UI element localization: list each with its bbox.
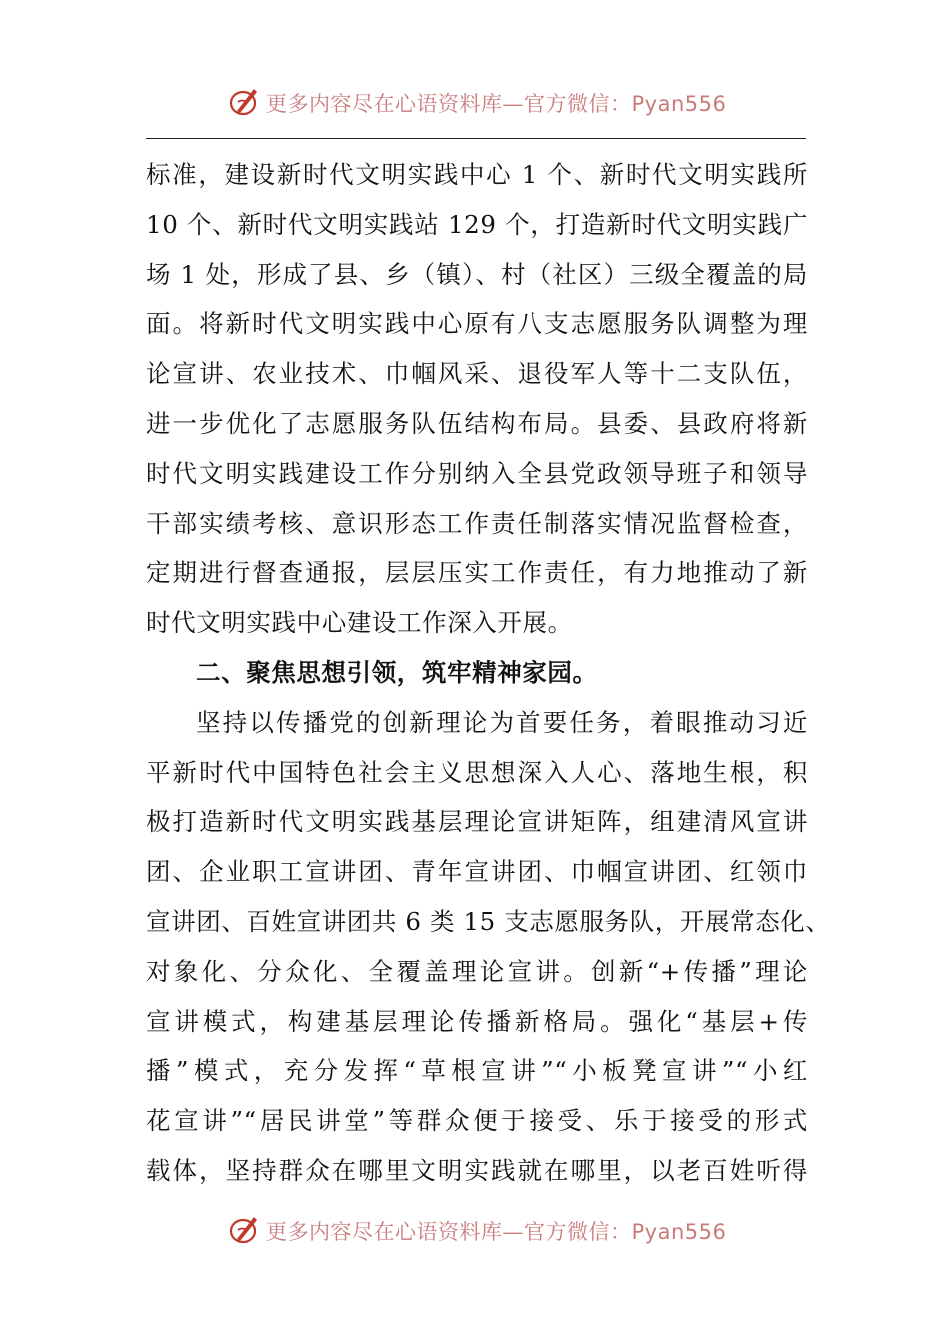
text-line: 时代文明实践中心建设工作深入开展。 — [146, 608, 573, 638]
quill-seal-icon — [228, 84, 262, 118]
text-line: 对象化、分众化、全覆盖理论宣讲。创新“+传播”理论 — [146, 956, 808, 986]
text-line: 时代文明实践建设工作分别纳入全县党政领导班子和领导 — [146, 458, 808, 488]
text-line: 团、企业职工宣讲团、青年宣讲团、巾帼宣讲团、红领巾 — [146, 857, 808, 887]
text-line: 宣讲团、百姓宣讲团共 6 类 15 支志愿服务队，开展常态化、 — [146, 906, 831, 936]
document-body — [146, 150, 831, 1196]
text-line: 干部实绩考核、意识形态工作责任制落实情况监督检查， — [146, 508, 808, 538]
text-line: 进一步优化了志愿服务队伍结构布局。县委、县政府将新 — [146, 408, 808, 438]
text-line: 论宣讲、农业技术、巾帼风采、退役军人等十二支队伍， — [146, 359, 808, 389]
text-line: 场 1 处，形成了县、乡（镇）、村（社区）三级全覆盖的局 — [146, 259, 808, 289]
section-heading: 二、聚焦思想引领，筑牢精神家园。 — [196, 657, 598, 687]
banner-text: 更多内容尽在心语资料库—官方微信：Pyan556 — [266, 1220, 727, 1244]
text-line: 花宣讲”“居民讲堂”等群众便于接受、乐于接受的形式 — [146, 1106, 808, 1136]
text-line: 播”模式，充分发挥“草根宣讲”“小板凳宣讲”“小红 — [146, 1056, 808, 1086]
text-line: 载体，坚持群众在哪里文明实践就在哪里，以老百姓听得 — [146, 1155, 808, 1185]
footer-banner — [0, 1210, 950, 1250]
text-line: 平新时代中国特色社会主义思想深入人心、落地生根，积 — [146, 757, 808, 787]
text-line: 10 个、新时代文明实践站 129 个，打造新时代文明实践广 — [146, 209, 808, 239]
text-line: 标准，建设新时代文明实践中心 1 个、新时代文明实践所 — [146, 160, 808, 189]
header-banner — [0, 82, 950, 122]
text-line: 面。将新时代文明实践中心原有八支志愿服务队调整为理 — [146, 309, 808, 339]
header-divider — [146, 138, 806, 139]
text-line: 定期进行督查通报，层层压实工作责任，有力地推动了新 — [146, 558, 808, 588]
text-line: 坚持以传播党的创新理论为首要任务，着眼推动习近 — [196, 707, 808, 737]
banner-text: 更多内容尽在心语资料库—官方微信：Pyan556 — [266, 92, 727, 116]
text-line: 宣讲模式，构建基层理论传播新格局。强化“基层+传 — [146, 1006, 808, 1036]
quill-seal-icon — [228, 1212, 262, 1246]
text-line: 极打造新时代文明实践基层理论宣讲矩阵，组建清风宣讲 — [146, 807, 808, 837]
